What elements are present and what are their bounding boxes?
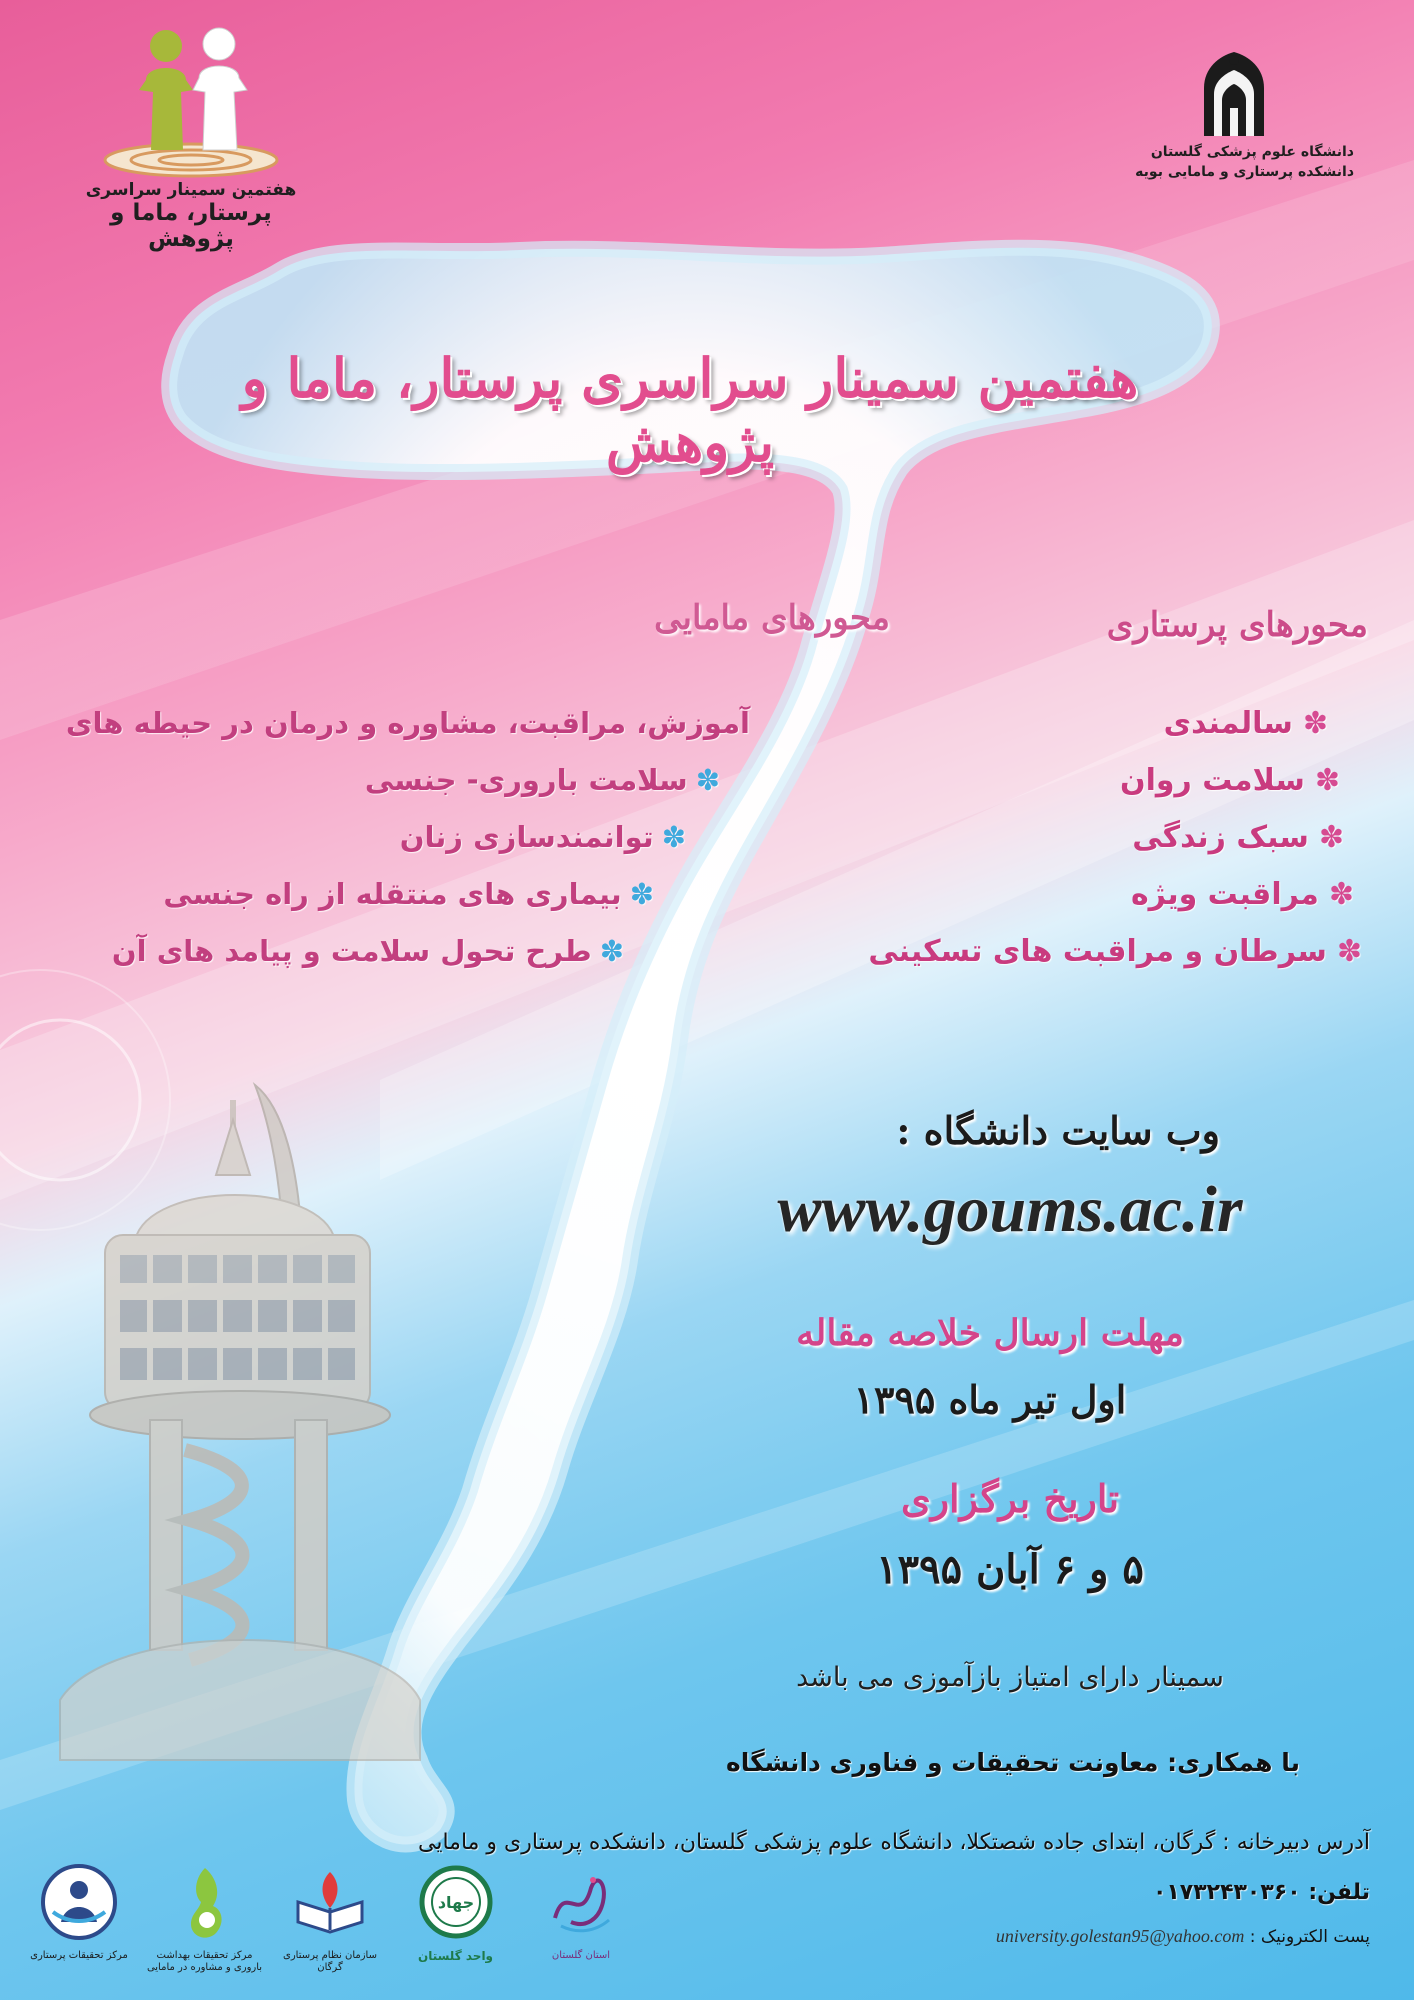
email-link[interactable]: university.golestan95@yahoo.com [995,1926,1245,1946]
deadline-label: مهلت ارسال خلاصه مقاله [796,1312,1184,1354]
nursing-topic-label: سرطان و مراقبت های تسکینی [868,934,1327,969]
midwifery-topic-label: بیماری های منتقله از راه جنسی [163,877,622,911]
seminar-people-icon [101,20,281,180]
website-url-link[interactable]: www.goums.ac.ir [777,1173,1243,1246]
bullet-star-icon: ✽ [1318,820,1344,855]
partner-logos [20,1862,640,1994]
bullet-star-icon: ✽ [1328,877,1354,912]
seminar-logo-line1: هفتمین سمینار سراسری [85,180,297,200]
collaboration-text: با همکاری: معاونت تحقیقات و فناوری دانشگاه [725,1748,1300,1777]
midwifery-topic-item [130,866,654,923]
bullet-star-icon: ✽ [1314,763,1340,798]
partner-nursing-research-center [20,1862,138,1962]
bullet-star-icon: ✽ [599,934,624,968]
email-line [840,1926,1370,1947]
jahad-badge-text: جهاد [437,1893,474,1912]
nursing-topics-list [768,695,1362,980]
nursing-topic-label: سبک زندگی [1132,820,1309,855]
bullet-star-icon: ✽ [1336,934,1362,969]
nursing-organization-icon [290,1862,370,1942]
midwifery-topic-item [111,923,624,980]
midwifery-intro: آموزش، مراقبت، مشاوره و درمان در حیطه های [65,706,750,740]
email-label: پست الکترونیک : [1249,1927,1370,1947]
event-date-label: تاریخ برگزاری [900,1476,1120,1521]
university-emblem-icon [1194,48,1274,138]
tower-building-illustration [60,1085,420,1760]
partner-label: سازمان نظام پرستاری گرگان [283,1950,377,1973]
university-logo [1114,48,1354,208]
seminar-logo [66,20,316,250]
partner-label: مرکز تحقیقات پرستاری [30,1950,128,1961]
website-label: وب سایت دانشگاه : [896,1108,1220,1153]
nursing-topic-label: سلامت روان [1119,763,1305,798]
nursing-topic-item [768,866,1354,923]
bullet-star-icon: ✽ [629,877,654,911]
continuing-education-credit: سمینار دارای امتیاز بازآموزی می باشد [796,1662,1224,1693]
nursing-topics-heading: محورهای پرستاری [1106,605,1368,645]
secretariat-address: آدرس دبیرخانه : گرگان، ابتدای جاده شصتکلا، دانشگاه علوم پزشکی گلستان، دانشکده پرستاری و مامایی [418,1830,1370,1855]
partner-calligraphy-logo [522,1862,640,1962]
partner-reproductive-health-center [146,1862,264,1974]
seminar-logo-line2: پرستار، ماما و پژوهش [110,200,272,252]
midwifery-topic-label: طرح تحول سلامت و پیامد های آن [111,934,592,968]
midwifery-topic-label: توانمندسازی زنان [399,820,654,854]
nursing-research-center-icon [39,1862,119,1942]
deadline-date: اول تیر ماه ۱۳۹۵ [853,1377,1127,1422]
calligraphy-logo-icon [541,1862,621,1942]
phone-number: تلفن: ۰۱۷۳۲۴۳۰۳۶۰ [1152,1880,1370,1905]
nursing-topic-label: مراقبت ویژه [1130,877,1319,912]
nursing-topic-item [768,752,1340,809]
partner-label: واحد گلستان [417,1949,494,1963]
faculty-name: دانشکده پرستاری و مامایی بویه [1135,164,1354,180]
partner-label: مرکز تحقیقات بهداشت باروری و مشاوره در مامایی [146,1950,263,1973]
nursing-topic-item [768,809,1344,866]
partner-label: استان گلستان [551,1950,611,1961]
partner-nursing-organization [271,1862,389,1974]
bullet-star-icon: ✽ [695,763,720,797]
nursing-topic-label: سالمندی [1163,706,1293,741]
midwifery-topic-item [130,752,720,809]
midwifery-topics-heading: محورهای مامایی [654,598,890,638]
midwifery-topic-item [130,809,686,866]
midwifery-topics-list [65,695,750,980]
nursing-topic-item [768,695,1328,752]
seminar-title: هفتمین سمینار سراسری پرستار، ماما و پژوهش [241,346,1139,474]
reproductive-health-center-icon [165,1862,245,1942]
university-name: دانشگاه علوم پزشکی گلستان [1150,144,1354,160]
event-date: ۵ و ۶ آبان ۱۳۹۵ [876,1546,1144,1593]
jahad-university-icon [416,1862,496,1942]
bullet-star-icon: ✽ [1302,706,1328,741]
partner-jahad-university [397,1862,515,1962]
bullet-star-icon: ✽ [661,820,686,854]
midwifery-topic-label: سلامت باروری- جنسی [364,763,688,797]
nursing-topic-item [768,923,1362,980]
